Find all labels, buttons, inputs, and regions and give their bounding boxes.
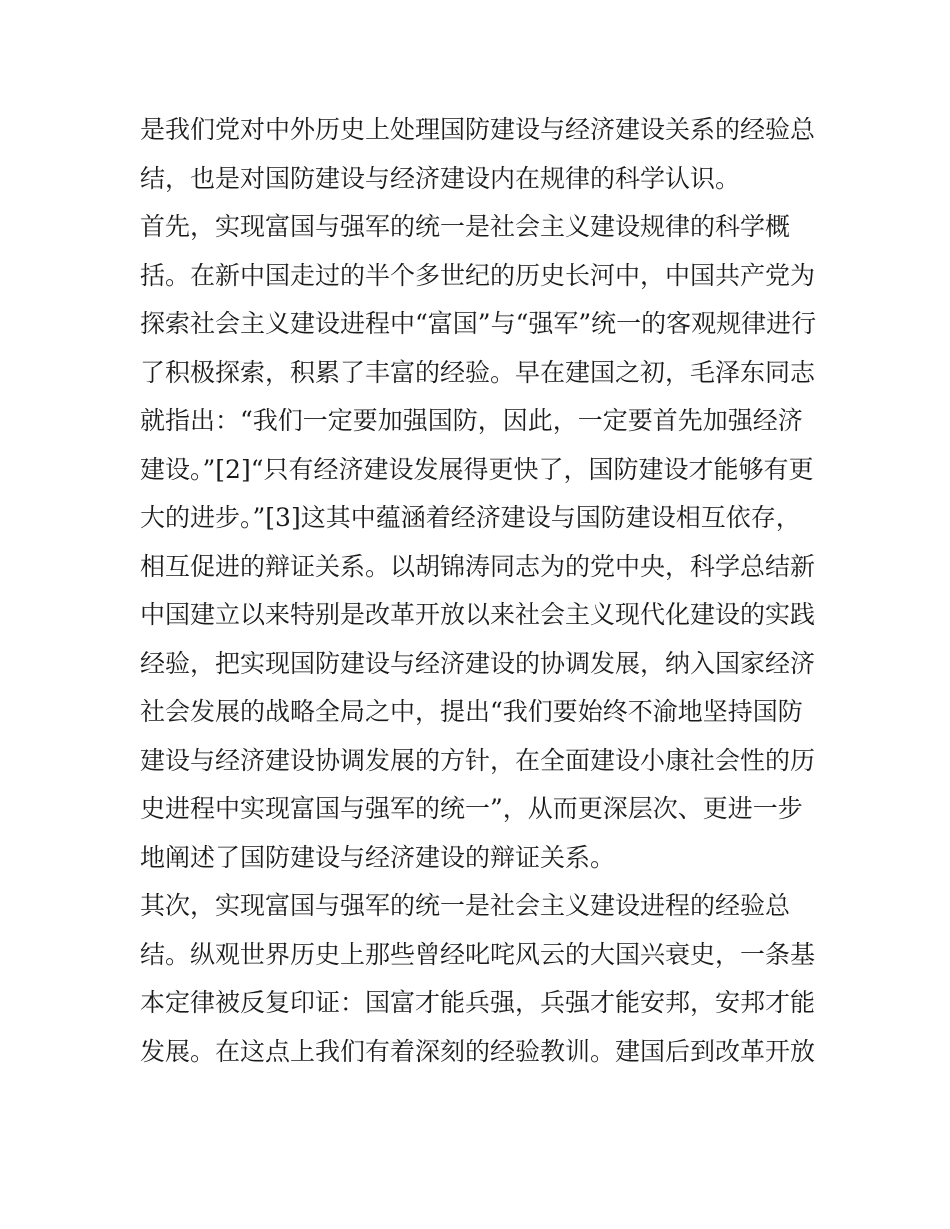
text-line: 了积极探索，积累了丰富的经验。早在建国之初，毛泽东同志 <box>140 357 816 387</box>
text-line: 建设。”[2]“只有经济建设发展得更快了，国防建设才能够有更 <box>140 454 814 484</box>
text-line: 首先，实现富国与强军的统一是社会主义建设规律的科学概 <box>140 212 791 241</box>
text-line: 大的进步。”[3]这其中蕴涵着经济建设与国防建设相互依存， <box>140 503 801 532</box>
text-line: 结，也是对国防建设与经济建设内在规律的科学认识。 <box>140 163 741 193</box>
text-line: 相互促进的辩证关系。以胡锦涛同志为的党中央，科学总结新 <box>140 551 816 581</box>
text-line: 括。在新中国走过的半个多世纪的历史长河中，中国共产党为 <box>140 260 816 290</box>
text-line: 结。纵观世界历史上那些曾经叱咤风云的大国兴衰史，一条基 <box>140 939 816 969</box>
body-text <box>140 106 820 1076</box>
text-line: 就指出：“我们一定要加强国防，因此，一定要首先加强经济 <box>140 406 803 435</box>
text-line: 探索社会主义建设进程中“富国”与“强军”统一的客观规律进行 <box>140 309 817 338</box>
text-line: 本定律被反复印证：国富才能兵强，兵强才能安邦，安邦才能 <box>140 988 816 1017</box>
text-line: 是我们党对中外历史上处理国防建设与经济建设关系的经验总 <box>140 115 816 144</box>
text-line: 其次，实现富国与强军的统一是社会主义建设进程的经验总 <box>140 891 791 920</box>
text-line: 社会发展的战略全局之中，提出“我们要始终不渝地坚持国防 <box>140 697 803 726</box>
text-line: 发展。在这点上我们有着深刻的经验教训。建国后到改革开放 <box>140 1036 816 1066</box>
text-line: 史进程中实现富国与强军的统一”，从而更深层次、更进一步 <box>140 794 803 823</box>
text-line: 建设与经济建设协调发展的方针，在全面建设小康社会性的历 <box>140 745 816 775</box>
text-line: 地阐述了国防建设与经济建设的辩证关系。 <box>140 842 616 872</box>
text-line: 经验，把实现国防建设与经济建设的协调发展，纳入国家经济 <box>140 648 816 678</box>
text-line: 中国建立以来特别是改革开放以来社会主义现代化建设的实践 <box>140 600 816 629</box>
